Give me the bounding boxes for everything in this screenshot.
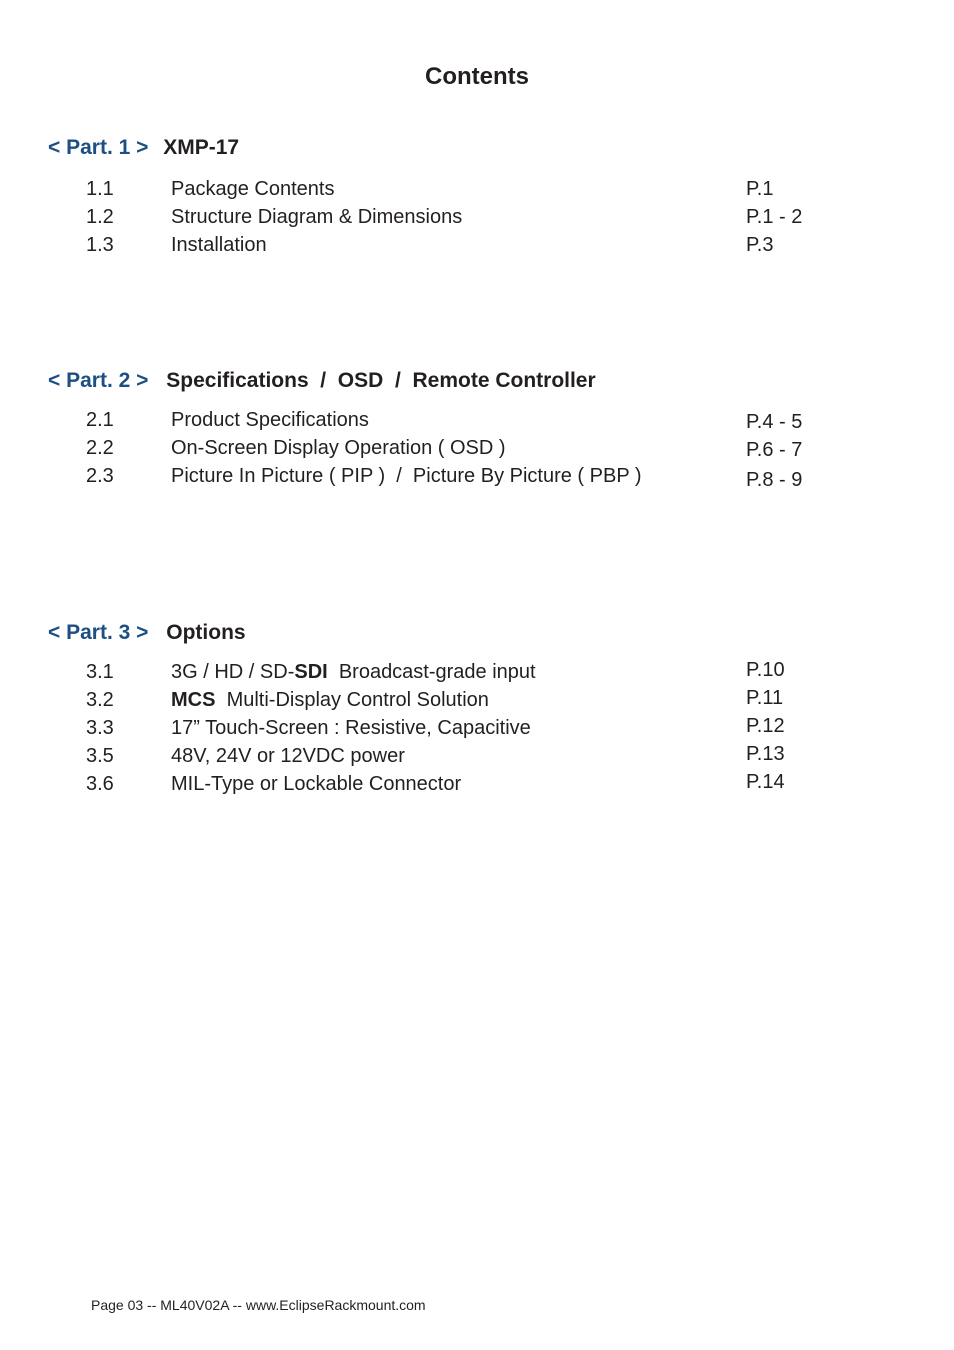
entry-title: MIL-Type or Lockable Connector [171, 773, 462, 795]
toc-entry-3-3[interactable] [0, 714, 954, 742]
entry-page: P.10 [746, 659, 785, 681]
toc-entry-1-3[interactable] [0, 231, 954, 259]
entry-title [171, 686, 489, 714]
entry-page: P.8 - 9 [746, 469, 803, 491]
entry-number: 3.1 [86, 661, 114, 683]
page-title: Contents [425, 63, 529, 90]
part-3-title: Options [166, 621, 246, 644]
part-3-header [48, 620, 246, 646]
entry-title-bold: MCS [171, 689, 216, 711]
entry-number: 2.2 [86, 437, 114, 459]
entry-title-prefix: 3G / HD / SD- [171, 661, 295, 683]
entry-number: 2.3 [86, 465, 114, 487]
entry-number: 3.5 [86, 745, 114, 767]
entry-page: P.4 - 5 [746, 411, 803, 433]
entry-page: P.1 [746, 178, 774, 200]
part-2-header [48, 368, 596, 394]
page-footer: Page 03 -- ML40V02A -- www.EclipseRackmount.com [91, 1297, 426, 1313]
entry-page: P.1 - 2 [746, 206, 803, 228]
toc-entry-3-6[interactable] [0, 770, 954, 798]
entry-page: P.13 [746, 743, 785, 765]
entry-page: P.11 [746, 687, 784, 709]
toc-entry-2-2[interactable] [0, 434, 954, 462]
part-2-title: Specifications / OSD / Remote Controller [166, 369, 596, 392]
entry-number: 3.2 [86, 689, 114, 711]
entry-title: 48V, 24V or 12VDC power [171, 745, 405, 767]
toc-entry-1-2[interactable] [0, 203, 954, 231]
part-2-label: < Part. 2 > [48, 369, 149, 392]
toc-entry-2-1[interactable] [0, 406, 954, 434]
entry-number: 2.1 [86, 409, 114, 431]
entry-number: 1.3 [86, 234, 114, 256]
toc-entry-3-1[interactable] [0, 658, 954, 686]
entry-page: P.3 [746, 234, 774, 256]
entry-number: 1.2 [86, 206, 114, 228]
toc-entry-2-3[interactable] [0, 462, 954, 490]
entry-title [171, 658, 536, 686]
part-3-label: < Part. 3 > [48, 621, 149, 644]
part-1-header [48, 135, 239, 161]
entry-title-suffix: Broadcast-grade input [327, 661, 536, 683]
entry-number: 3.3 [86, 717, 114, 739]
entry-number: 3.6 [86, 773, 114, 795]
entry-title: On-Screen Display Operation ( OSD ) [171, 437, 506, 459]
part-1-label: < Part. 1 > [48, 136, 149, 159]
entry-title-suffix: Multi-Display Control Solution [215, 689, 489, 711]
toc-entry-3-2[interactable] [0, 686, 954, 714]
entry-title-bold: SDI [294, 661, 328, 683]
entry-title: 17” Touch-Screen : Resistive, Capacitive [171, 717, 531, 739]
entry-page: P.6 - 7 [746, 439, 803, 461]
entry-title: Picture In Picture ( PIP ) / Picture By Picture ( PBP ) [171, 465, 642, 487]
entry-number: 1.1 [86, 178, 114, 200]
entry-page: P.12 [746, 715, 785, 737]
part-1-title: XMP-17 [163, 136, 240, 159]
entry-page: P.14 [746, 771, 785, 793]
entry-title: Product Specifications [171, 409, 369, 431]
toc-entry-3-5[interactable] [0, 742, 954, 770]
toc-entry-1-1[interactable] [0, 175, 954, 203]
entry-title: Package Contents [171, 178, 335, 200]
entry-title: Structure Diagram & Dimensions [171, 206, 463, 228]
entry-title: Installation [171, 234, 267, 256]
